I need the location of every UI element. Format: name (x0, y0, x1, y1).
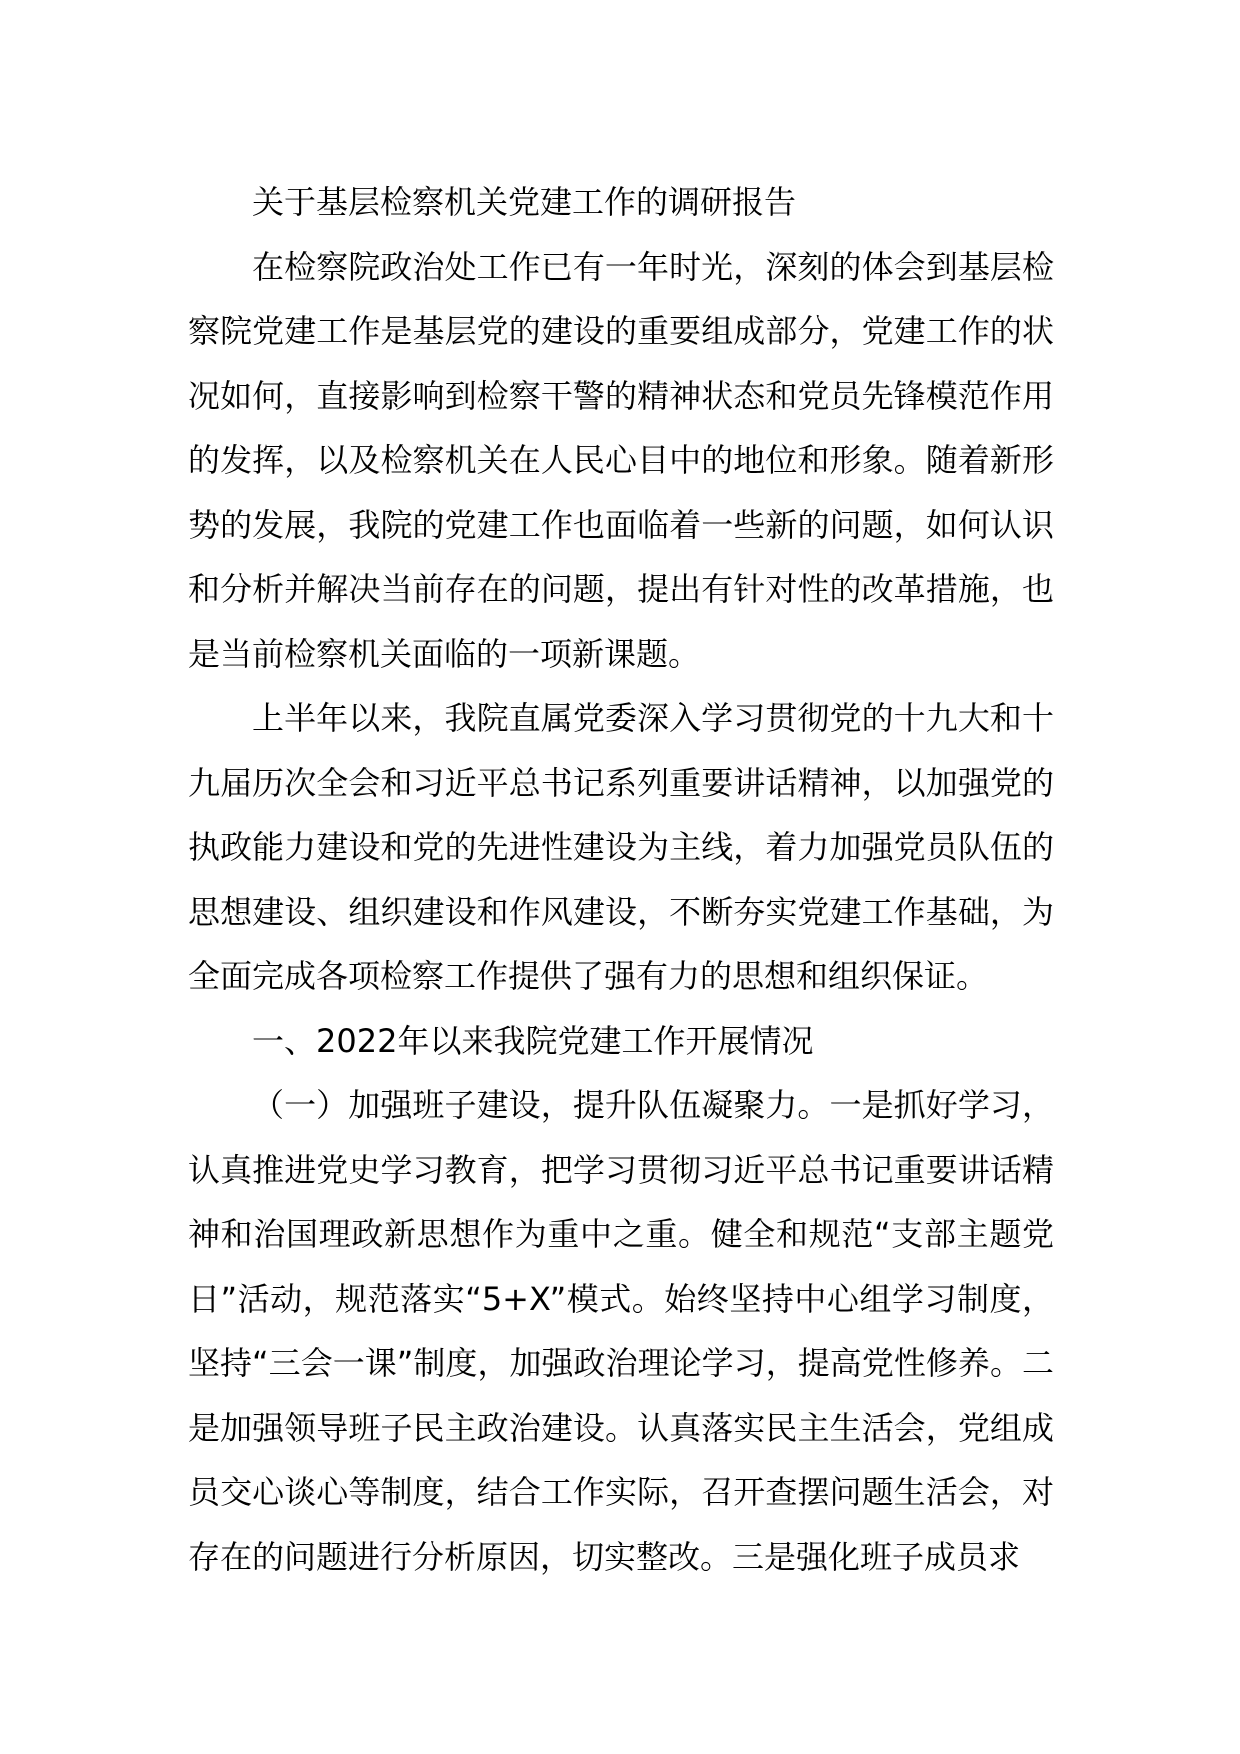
intro-paragraph: 在检察院政治处工作已有一年时光，深刻的体会到基层检察院党建工作是基层党的建设的重要组成部分，党建工作的状况如何，直接影响到检察干警的精神状态和党员先锋模范作用的发挥，以及检察机关在人民心目中的地位和形象。随着新形势的发展，我院的党建工作也面临着一些新的问题，如何认识和分析并解决当前存在的问题，提出有针对性的改革措施，也是当前检察机关面临的一项新课题。 (188, 247, 1054, 673)
section-paragraph: （一）加强班子建设，提升队伍凝聚力。一是抓好学习，认真推进党史学习教育，把学习贯彻习近平总书记重要讲话精神和治国理政新思想作为重中之重。健全和规范“支部主题党日”活动，规范落实“5+X”模式。始终坚持中心组学习制度，坚持“三会一课”制度，加强政治理论学习，提高党性修养。二是加强领导班子民主政治建设。认真落实民主生活会，党组成员交心谈心等制度，结合工作实际，召开查摆问题生活会，对存在的问题进行分析原因，切实整改。三是强化班子成员求 (188, 1086, 1054, 1576)
summary-paragraph: 上半年以来，我院直属党委深入学习贯彻党的十九大和十九届历次全会和习近平总书记系列重要讲话精神，以加强党的执政能力建设和党的先进性建设为主线，着力加强党员队伍的思想建设、组织建设和作风建设，不断夯实党建工作基础，为全面完成各项检察工作提供了强有力的思想和组织保证。 (188, 699, 1054, 995)
document-body (188, 170, 1054, 1589)
section-heading: 一、2022年以来我院党建工作开展情况 (252, 1021, 814, 1060)
document-title: 关于基层检察机关党建工作的调研报告 (252, 183, 797, 221)
